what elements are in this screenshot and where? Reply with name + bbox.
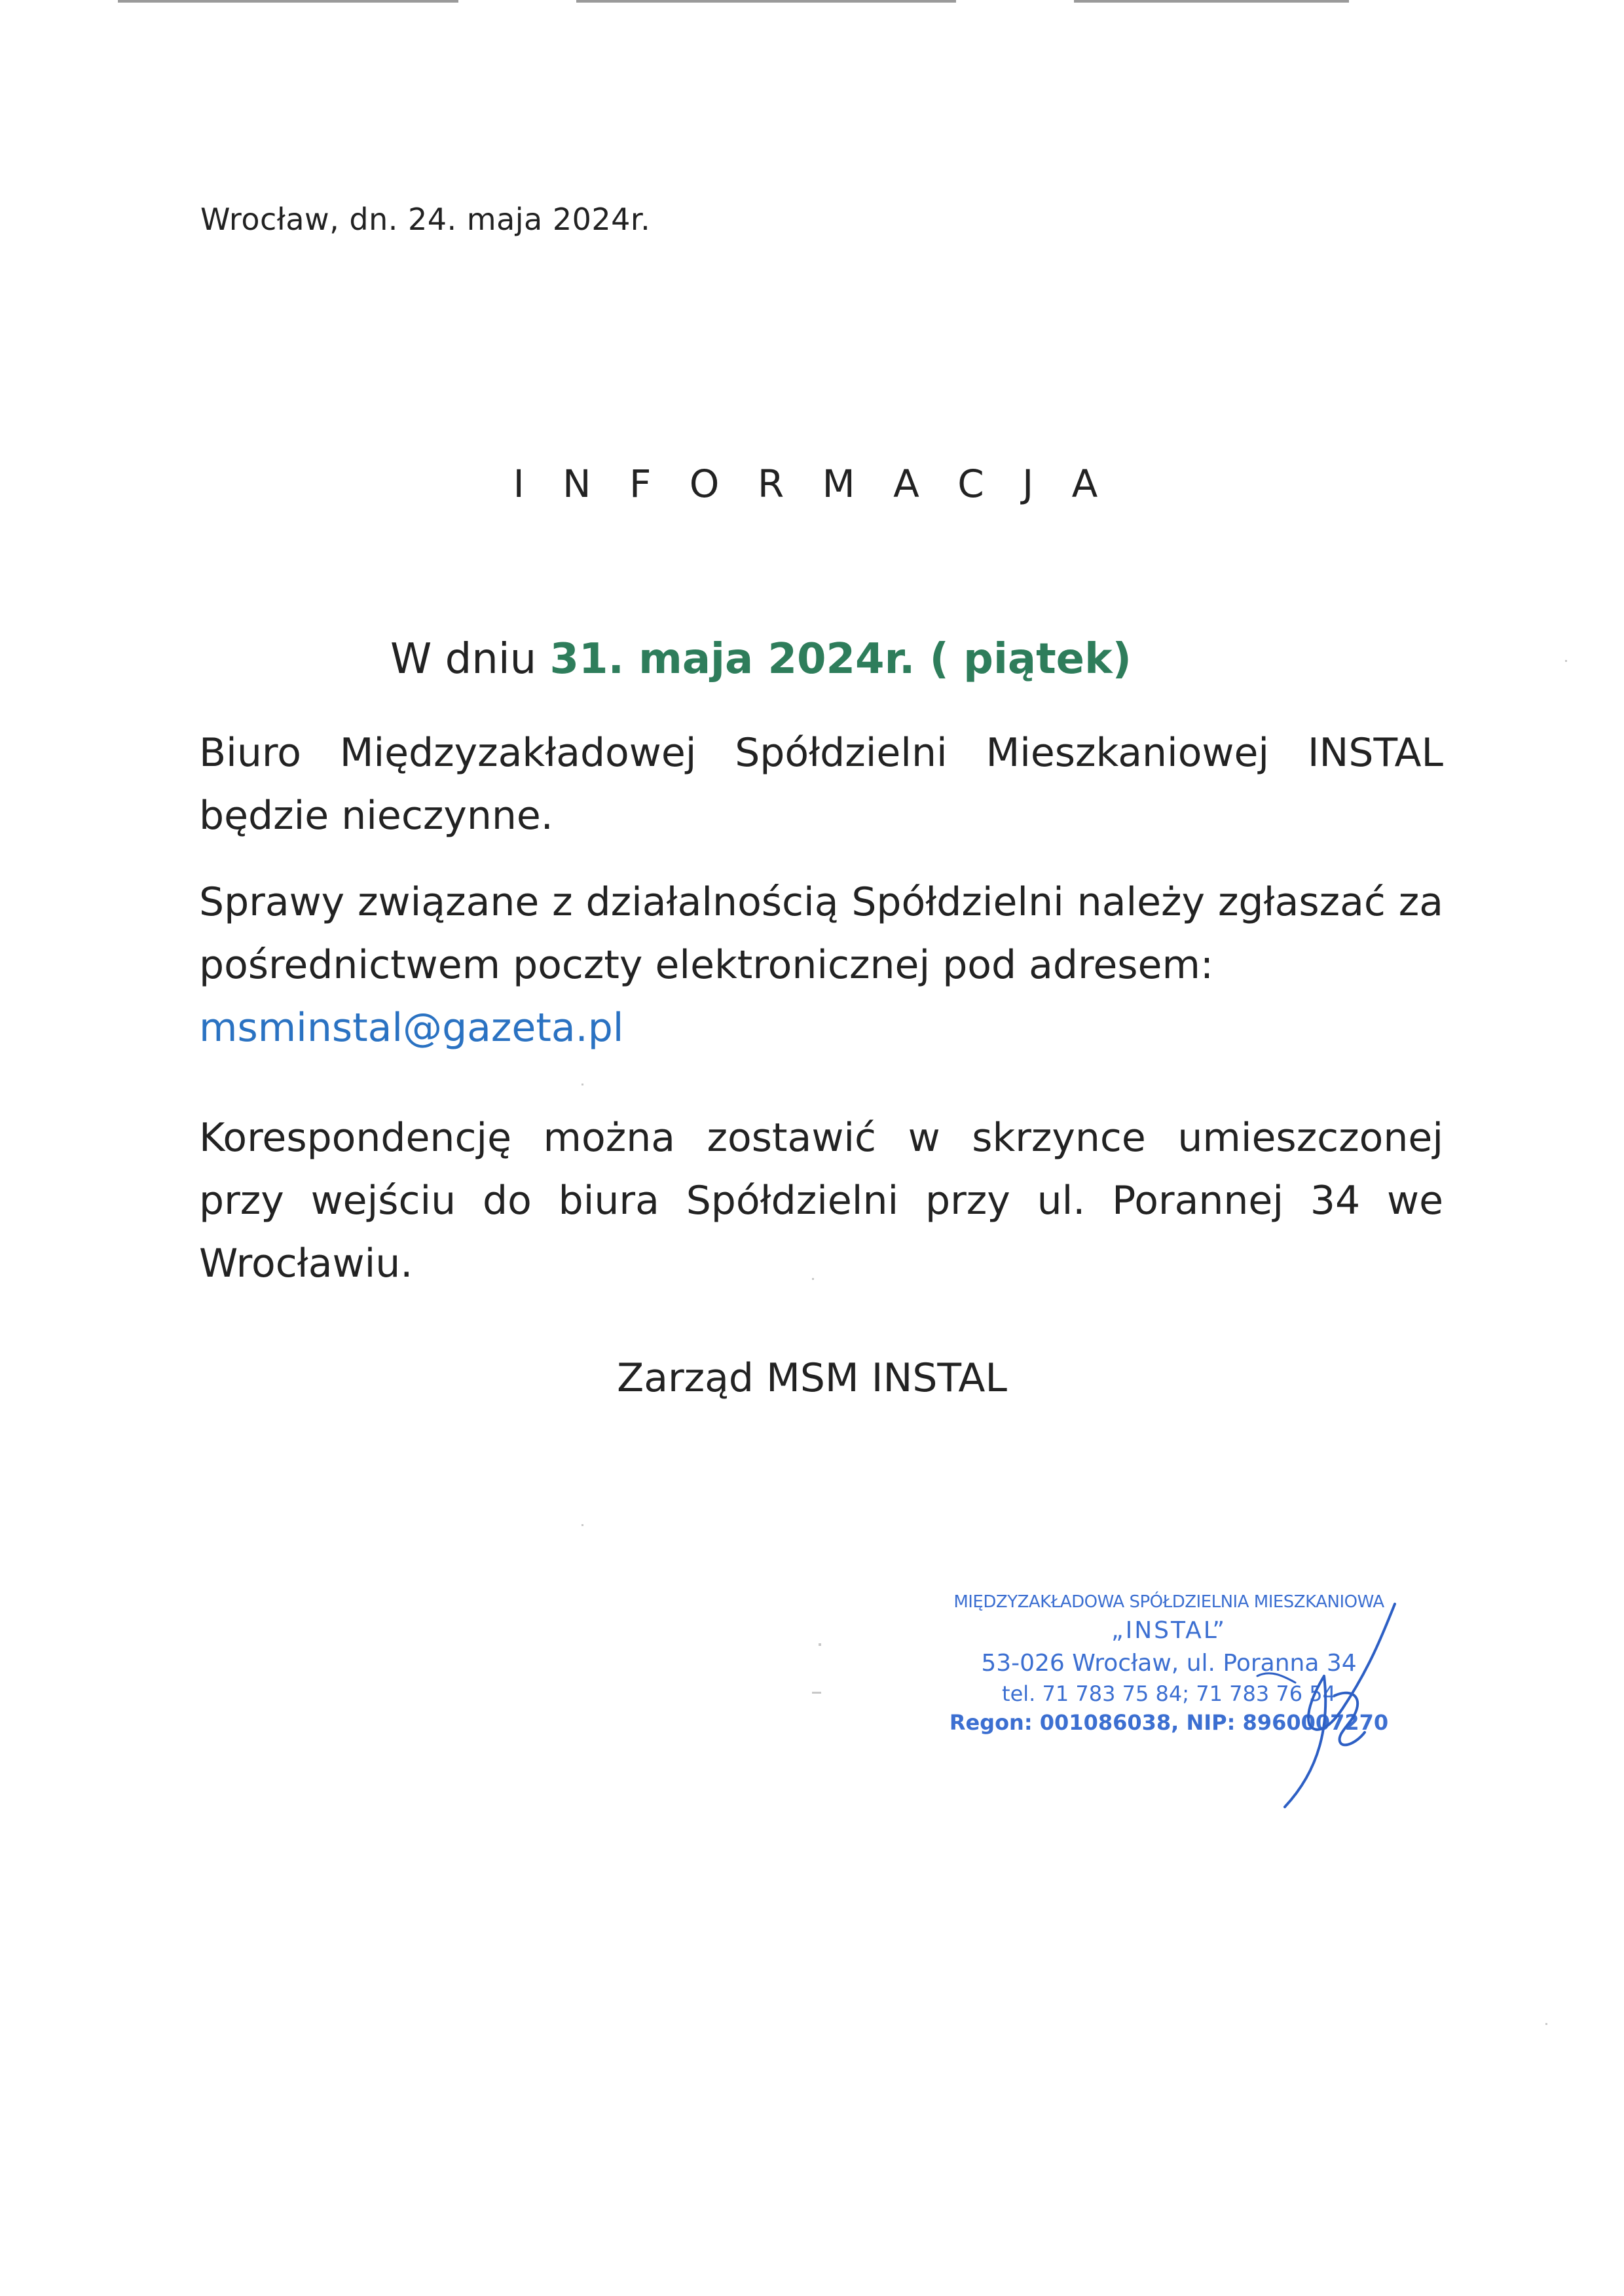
scan-speck	[1565, 660, 1567, 662]
scan-speck	[1545, 2023, 1547, 2025]
scan-speck	[812, 1692, 821, 1694]
paragraph-correspondence: Korespondencję można zostawić w skrzynce umieszczonej przy wejściu do biura Spółdzielni przy ul. Porannej 34 we Wrocławiu.	[199, 1115, 1443, 1286]
signoff: Zarząd MSM INSTAL	[617, 1355, 1007, 1401]
notice-date-highlight: 31. maja 2024r. ( piątek)	[549, 635, 1132, 683]
place-and-date: Wrocław, dn. 24. maja 2024r.	[200, 202, 651, 237]
handwritten-signature	[1244, 1578, 1414, 1813]
email-link[interactable]: msminstal@gazeta.pl	[199, 1005, 624, 1051]
paragraph-contact-text: Sprawy związane z działalnością Spółdzielni należy zgłaszać za pośrednictwem poczty elektronicznej pod adresem:	[199, 879, 1443, 988]
notice-date-prefix: W dniu	[390, 635, 550, 683]
scan-edge-segment	[118, 0, 458, 3]
stamp-line-phone: tel. 71 783 75 84; 71 783 76 54	[1002, 1681, 1336, 1706]
scan-speck	[581, 1524, 583, 1526]
scan-edge-segment	[1074, 0, 1349, 3]
stamp-line-organization: MIĘDZYZAKŁADOWA SPÓŁDZIELNIA MIESZKANIOWA	[953, 1592, 1384, 1612]
scan-speck	[581, 1084, 583, 1085]
stamp-line-name: „INSTAL”	[1111, 1617, 1227, 1644]
scan-speck	[819, 1643, 821, 1646]
paragraph-contact	[199, 871, 1443, 1059]
scan-speck	[812, 1278, 814, 1280]
document-title: I N F O R M A C J A	[513, 462, 1111, 506]
scan-edge-segment	[576, 0, 956, 3]
paragraph-office-closed: Biuro Międzyzakładowej Spółdzielni Mieszkaniowej INSTAL będzie nieczynne.	[199, 730, 1443, 839]
stamp-line-registration: Regon: 001086038, NIP: 8960007270	[949, 1710, 1389, 1735]
scan-top-edge	[0, 0, 1624, 3]
notice-date-line	[390, 635, 1132, 683]
stamp-line-address: 53-026 Wrocław, ul. Poranna 34	[981, 1650, 1357, 1677]
